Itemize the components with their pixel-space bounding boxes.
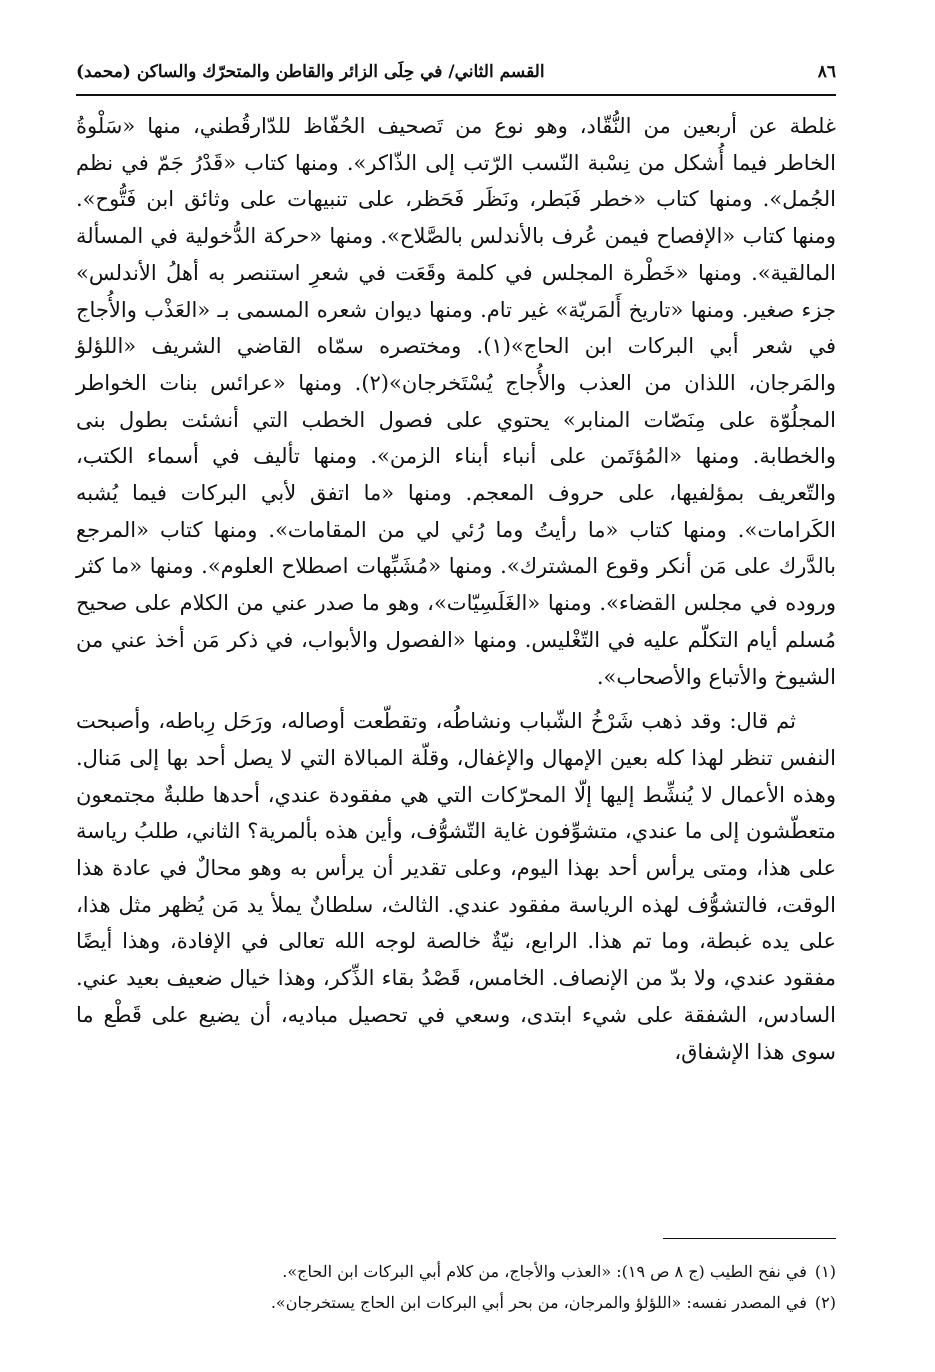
footnote-1 xyxy=(76,1256,836,1287)
footnote-2-text: في المصدر نفسه: «اللؤلؤ والمرجان، من بحر أبي البركات ابن الحاج يستخرجان». xyxy=(270,1293,807,1312)
footnotes xyxy=(76,1256,836,1318)
footnote-rule xyxy=(663,1238,836,1239)
paragraph-2: ثم قال: وقد ذهب شَرْخُ الشّباب ونشاطُه، وتقطّعت أوصاله، ورَحَل رِباطه، وأصبحت النفس تنظر لهذا كله بعين الإمهال والإغفال، وقلّة المبالاة التي لا يصل أحد بها إلى مَنال. وهذه الأعمال لا يُنشِّط إليها إلّا المحرّكات التي هي مفقودة عندي، أحدها طلبةٌ مجتمعون متعطّشون إلى ما عندي، متشوِّفون غاية التّشوُّف، وأين هذه بألمرية؟ الثاني، طلبُ رياسة على هذا، ومتى يرأس أحد بهذا اليوم، وعلى تقدير أن يرأس به وهو محالٌ في عادة هذا الوقت، فالتشوُّف لهذه الرياسة مفقود عندي. الثالث، سلطانٌ يملأ يد مَن يُظهر مثل هذا، على يده غبطة، وما تم هذا. الرابع، نيّةٌ خالصة لوجه الله تعالى في الإفادة، وهذا أيضًا مفقود عندي، ولا بدّ من الإنصاف. الخامس، قَصْدُ بقاء الذِّكر، وهذا خيال ضعيف بعيد عني. السادس، الشفقة على شيء ابتدى، وسعي في تحصيل مباديه، أن يضيع على قَطْع ما سوى هذا الإشفاق، xyxy=(76,709,836,1064)
footnote-2 xyxy=(76,1287,836,1318)
header-rule xyxy=(76,94,836,96)
footnote-2-number: (٢) xyxy=(814,1293,836,1312)
paragraph-1: غلطة عن أربعين من النُّقّاد، وهو نوع من تَصحيف الحُفّاظ للدّارقُطني، منها «سَلْوةُ الخاطر فيما أُشكل من نِسْبة النّسب الرّتب إلى الذّاكر». ومنها كتاب «قَدْرُ جَمّ في نظم الجُمل». ومنها كتاب «خطر فَبَطر، ونَظَر فَحَظر، على تنبيهات على وثائق ابن فَتُّوح». ومنها كتاب «الإفصاح فيمن عُرف بالأندلس بالصَّلاح». ومنها «حركة الدُّخولية في المسألة المالقية». ومنها «خَطْرة المجلس في كلمة وقَعَت في شعرِ استنصر به أهلُ الأندلس» جزء صغير. ومنها «تاريخ أَلمَريّة» غير تام. ومنها ديوان شعره المسمى بـ «العَذْب والأُجاج في شعر أبي البركات ابن الحاج»(١). ومختصره سمّاه القاضي الشريف «اللؤلؤ والمَرجان، اللذان من العذب والأُجاج يُسْتَخرجان»(٢). ومنها «عرائس بنات الخواطر المجلُوّة على مِنَصّات المنابر» يحتوي على فصول الخطب التي أنشئت بطول بنى والخطابة. ومنها «المُؤتَمن على أنباء أبناء الزمن». ومنها تأليف في أسماء الكتب، والتّعريف بمؤلفيها، على حروف المعجم. ومنها «ما اتفق لأبي البركات فيما يُشبه الكَرامات». ومنها كتاب «ما رأيتُ وما رُئي لي من المقامات». ومنها كتاب «المرجع بالدَّرك على مَن أنكر وقوع المشترك». ومنها «مُشَبِّهات اصطلاح العلوم». ومنها «ما كثر وروده في مجلس القضاء». ومنها «الغَلَسِيّات»، وهو ما صدر عني من الكلام على صحيح مُسلم أيام التكلّم عليه في التّغْليس. ومنها «الفصول والأبواب، في ذكر مَن أخذ عني من الشيوخ والأتباع والأصحاب». xyxy=(76,114,837,689)
main-text xyxy=(76,108,836,1070)
footnote-1-text: في نفح الطيب (ج ٨ ص ١٩): «العذب والأجاج، من كلام أبي البركات ابن الحاج». xyxy=(282,1262,807,1281)
running-title: القسم الثاني/ في حِلَى الزائر والقاطن والمتحرّك والساكن (محمد) xyxy=(76,62,545,82)
footnote-1-number: (١) xyxy=(814,1262,836,1281)
running-header xyxy=(76,56,836,96)
page-number: ٨٦ xyxy=(817,62,836,82)
